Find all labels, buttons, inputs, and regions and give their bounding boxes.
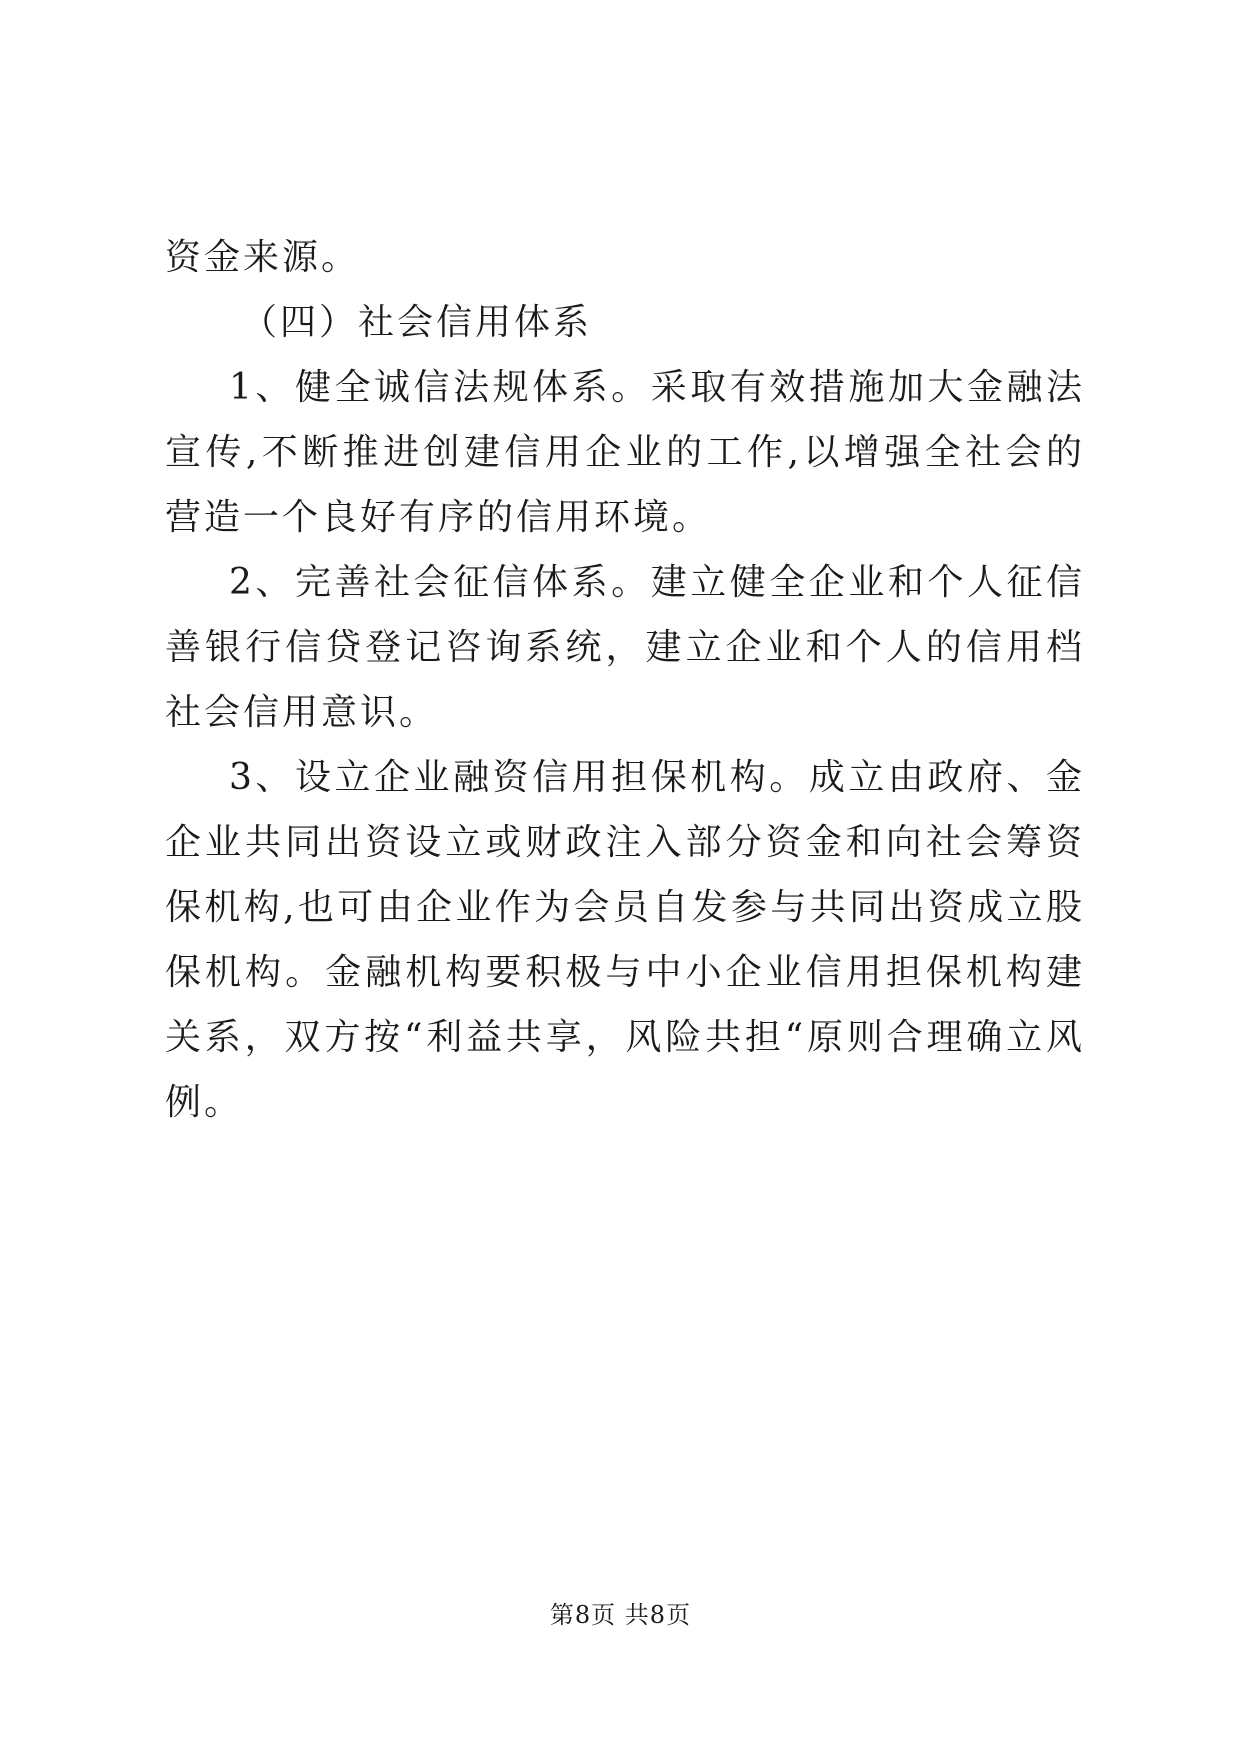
text-line: 宣传,不断推进创建信用企业的工作,以增强全社会的 <box>165 432 1085 473</box>
text-line: 营造一个良好有序的信用环境。 <box>165 497 712 538</box>
text-line: 关系，双方按“利益共享，风险共担“原则合理确立风 <box>165 1017 1085 1058</box>
text-line: 例。 <box>165 1082 244 1123</box>
text-line: 社会信用意识。 <box>165 692 439 733</box>
text-line: 资金来源。 <box>165 237 361 278</box>
text-line: 保机构。金融机构要积极与中小企业信用担保机构建 <box>165 952 1085 993</box>
document-body <box>165 225 1085 1135</box>
text-line: 2、完善社会征信体系。建立健全企业和个人征信 <box>229 562 1085 603</box>
page-footer: 第8页 共8页 <box>549 1601 692 1629</box>
section-heading: （四）社会信用体系 <box>241 302 593 343</box>
text-line: 3、设立企业融资信用担保机构。成立由政府、金 <box>229 757 1085 798</box>
text-line: 保机构,也可由企业作为会员自发参与共同出资成立股 <box>165 887 1085 928</box>
text-line: 企业共同出资设立或财政注入部分资金和向社会筹资 <box>165 822 1085 863</box>
text-line: 1、健全诚信法规体系。采取有效措施加大金融法 <box>229 367 1085 408</box>
text-line: 善银行信贷登记咨询系统，建立企业和个人的信用档 <box>165 627 1085 668</box>
